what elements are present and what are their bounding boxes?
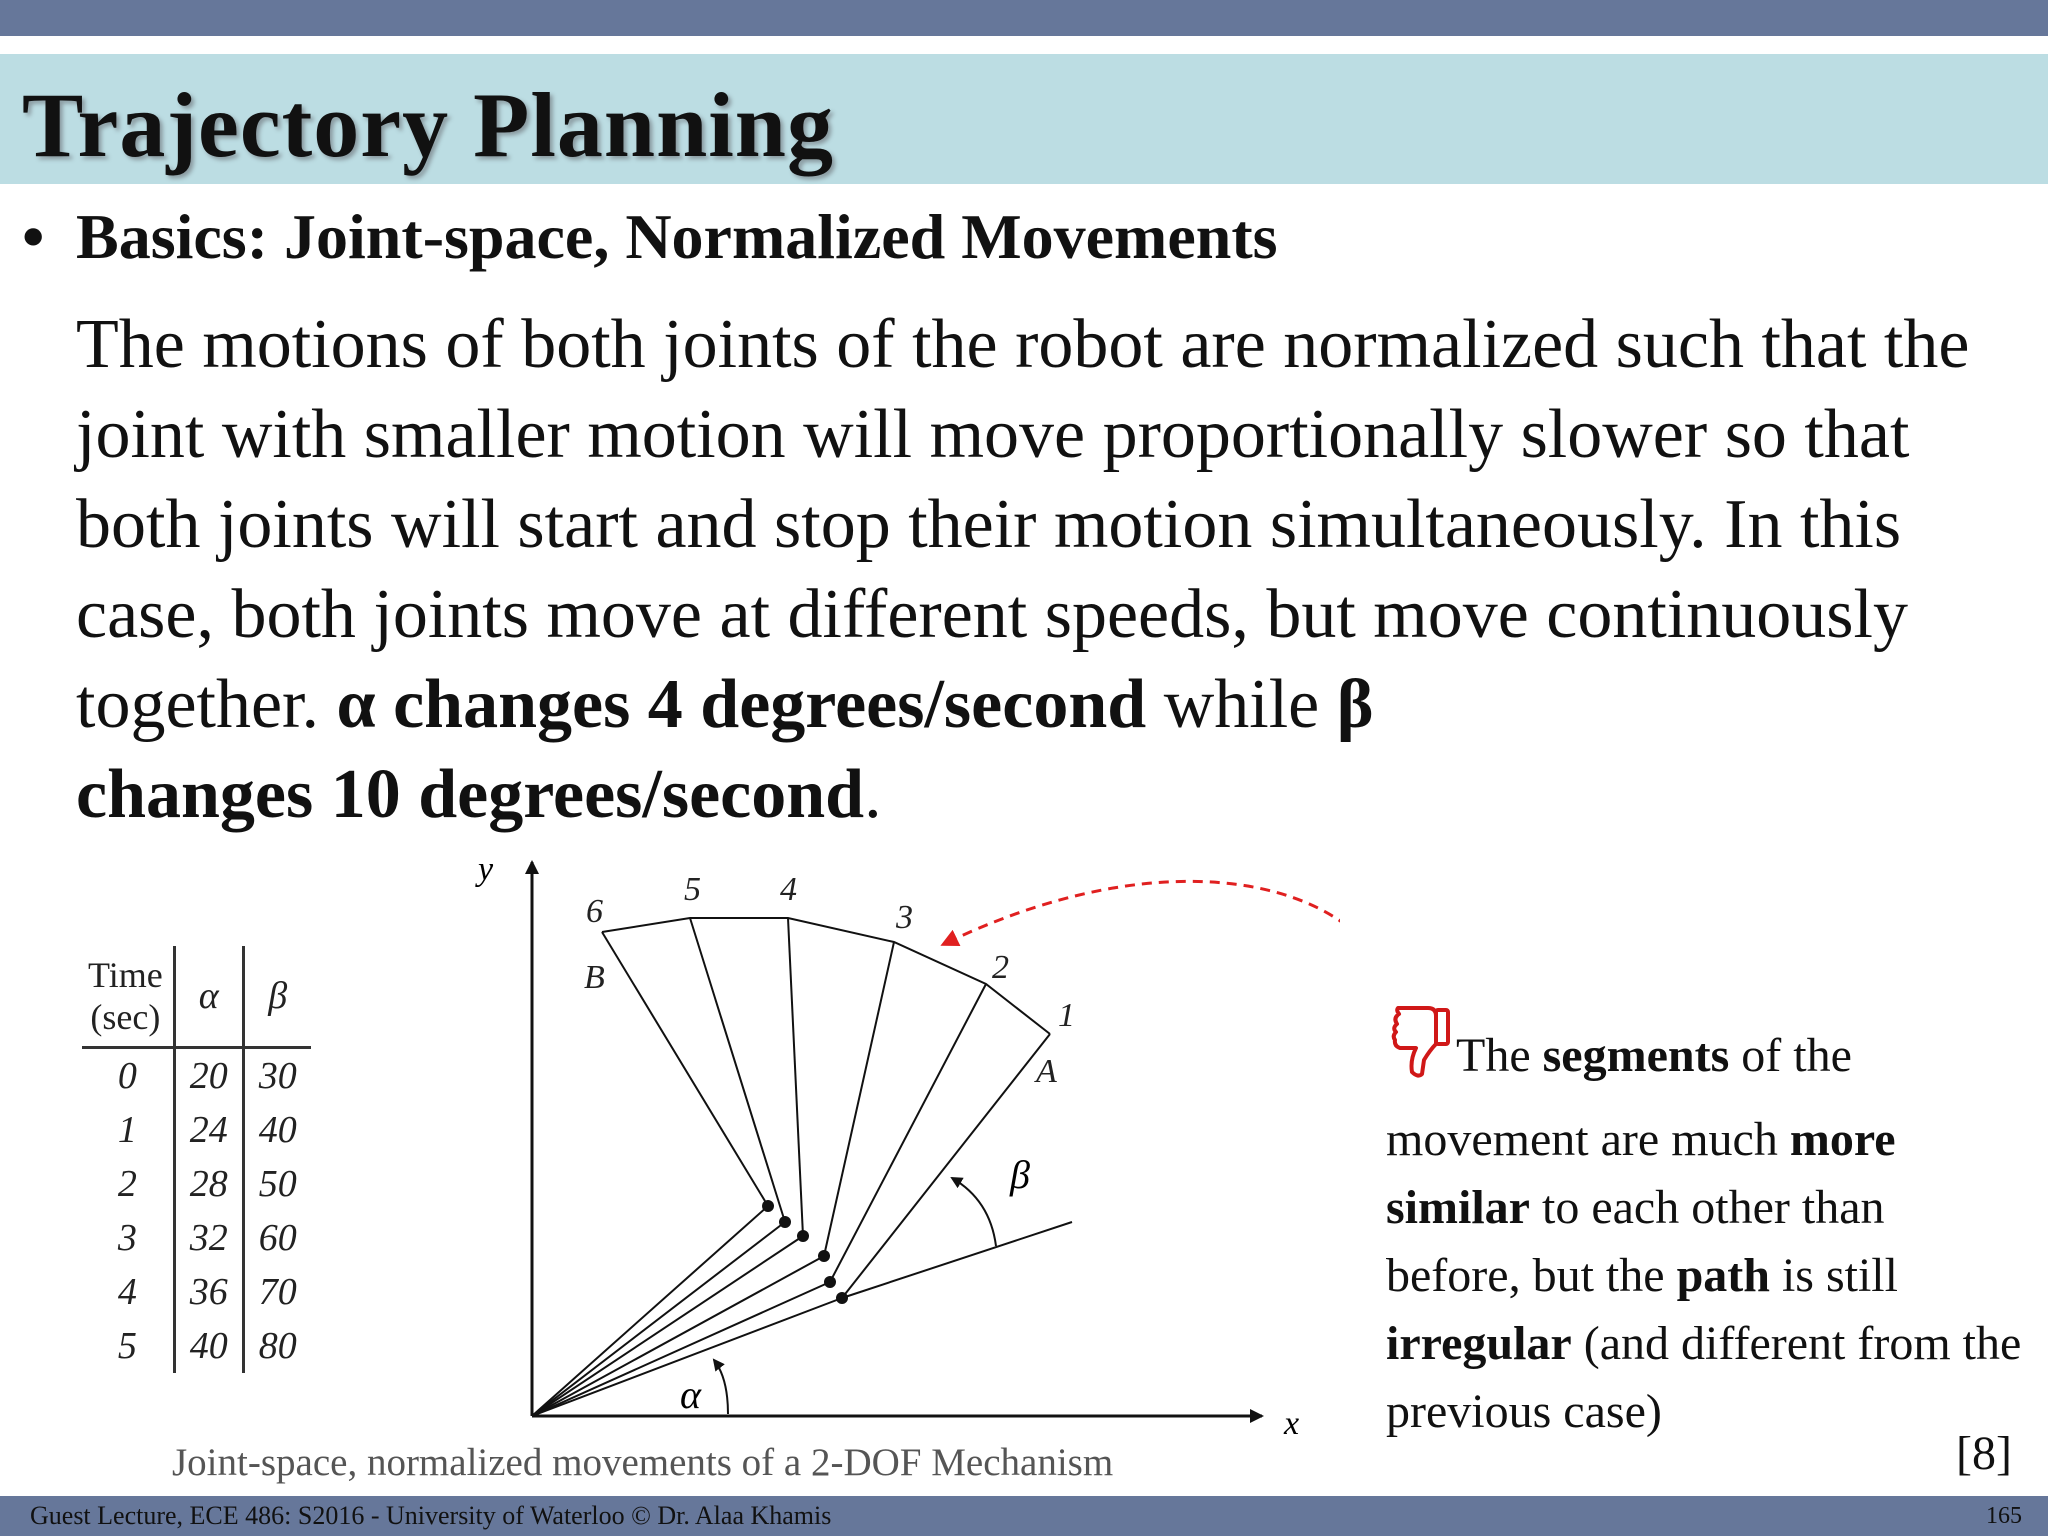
- alpha-cell: 40: [174, 1319, 243, 1373]
- note-bold-similar: more similar: [1386, 1113, 1896, 1234]
- alpha-rate: changes 4 degrees/second: [375, 666, 1147, 743]
- joint-table-wrap: [82, 946, 311, 1373]
- point-label-2: 2: [992, 949, 1009, 986]
- beta-cell: 60: [258, 1217, 297, 1259]
- joint-dot-2: [824, 1276, 836, 1288]
- note-text: to each other than before, but the: [1386, 1181, 1885, 1302]
- table-row: [82, 1103, 311, 1157]
- reference-line: [842, 1222, 1072, 1298]
- bullet-text: Basics: Joint-space, Normalized Movements: [76, 201, 1278, 272]
- paragraph-text: The motions of both joints of the robot are normalized such that the joint with smaller motion will move proportionally slower so that both joints will start and stop their motion simultaneously. In this case, both joints move at different speeds, but move continuously together.: [76, 306, 1970, 743]
- table-row: [82, 1211, 311, 1265]
- second-link-5: [690, 918, 785, 1222]
- time-cell: 2: [82, 1157, 174, 1211]
- note-bold-path: path: [1676, 1249, 1770, 1302]
- y-axis-label: y: [478, 851, 494, 888]
- beta-angle-label: β: [1010, 1152, 1030, 1197]
- top-bar: [0, 0, 2048, 36]
- point-label-5: 5: [684, 871, 701, 908]
- second-link-6: [602, 932, 768, 1206]
- alpha-cell: 28: [174, 1157, 243, 1211]
- table-row: [82, 1157, 311, 1211]
- beta-cell: 70: [258, 1271, 297, 1313]
- beta-cell: 40: [258, 1109, 297, 1151]
- beta-symbol: β: [1336, 666, 1374, 743]
- footer-text: Guest Lecture, ECE 486: S2016 - University of Waterloo © Dr. Alaa Khamis: [30, 1501, 832, 1530]
- base-link-6: [532, 1206, 768, 1416]
- joint-dot-3: [818, 1250, 830, 1262]
- time-header: [82, 946, 174, 1048]
- point-label-6: 6: [586, 893, 603, 930]
- alpha-arc: [714, 1360, 728, 1414]
- time-cell: 0: [82, 1048, 174, 1104]
- bullet-marker: •: [22, 201, 45, 272]
- alpha-cell: 32: [174, 1211, 243, 1265]
- page-number: 165: [1986, 1503, 2022, 1529]
- note-text: (and different from the previous case): [1386, 1317, 2022, 1438]
- figure-caption: Joint-space, normalized movements of a 2-DOF Mechanism: [172, 1441, 1114, 1484]
- base-link-4: [532, 1236, 803, 1416]
- second-link-3: [824, 942, 894, 1256]
- point-label-4: 4: [780, 871, 797, 908]
- time-header-label: Time: [88, 955, 163, 995]
- alpha-cell: 36: [174, 1265, 243, 1319]
- slide-title: Trajectory Planning: [22, 74, 834, 176]
- base-link-3: [532, 1256, 824, 1416]
- beta-cell: 50: [258, 1163, 297, 1205]
- point-label-1: 1: [1058, 997, 1075, 1034]
- second-link-2: [830, 984, 986, 1282]
- thumbs-down-icon: [1390, 1000, 1452, 1080]
- beta-header: β: [268, 975, 288, 1017]
- joint-dot-5: [779, 1216, 791, 1228]
- time-header-unit: (sec): [90, 997, 161, 1037]
- note-text: The: [1456, 1029, 1543, 1082]
- joint-dot-1: [836, 1292, 848, 1304]
- alpha-header: α: [174, 946, 243, 1048]
- time-cell: 5: [82, 1319, 174, 1373]
- x-axis-label: x: [1284, 1405, 1300, 1442]
- alpha-cell: 24: [174, 1103, 243, 1157]
- beta-arc: [952, 1178, 996, 1246]
- mechanism-figure: [440, 850, 1340, 1450]
- joint-angle-table: [82, 946, 311, 1373]
- table-row: [82, 1265, 311, 1319]
- alpha-cell: 20: [174, 1048, 243, 1104]
- paragraph-end: .: [864, 756, 882, 833]
- second-links: [602, 918, 1050, 1298]
- joint-dot-6: [762, 1200, 774, 1212]
- table-row: [82, 1319, 311, 1373]
- note-text: movement are much: [1386, 1113, 1790, 1166]
- second-link-4: [788, 918, 803, 1236]
- body-paragraph: [76, 300, 2036, 840]
- note-text: is still: [1769, 1249, 1898, 1302]
- note-body: [1386, 1106, 2026, 1446]
- note-text: of the: [1729, 1029, 1852, 1082]
- paragraph-mid: while: [1146, 666, 1337, 743]
- joint-dot-4: [797, 1230, 809, 1242]
- beta-cell: 30: [258, 1055, 297, 1097]
- beta-cell: 80: [258, 1325, 297, 1367]
- reference-number: [8]: [1956, 1427, 2012, 1480]
- bullet-heading: [76, 200, 1278, 274]
- alpha-symbol: α: [336, 666, 376, 743]
- time-cell: 4: [82, 1265, 174, 1319]
- table-row: [82, 1048, 311, 1104]
- start-point-label: A: [1036, 1053, 1057, 1090]
- beta-rate: changes 10 degrees/second: [76, 756, 865, 833]
- joint-dots: [762, 1200, 848, 1304]
- alpha-angle-label: α: [680, 1372, 701, 1417]
- end-point-label: B: [584, 959, 605, 996]
- pointer-arrow: [944, 881, 1340, 1012]
- note-first-line: [1456, 1022, 1852, 1090]
- time-cell: 1: [82, 1103, 174, 1157]
- point-label-3: 3: [896, 899, 913, 936]
- time-cell: 3: [82, 1211, 174, 1265]
- note-bold-segments: segments: [1542, 1029, 1730, 1082]
- end-effector-path: [602, 918, 1050, 1034]
- note-bold-irregular: irregular: [1386, 1317, 1572, 1370]
